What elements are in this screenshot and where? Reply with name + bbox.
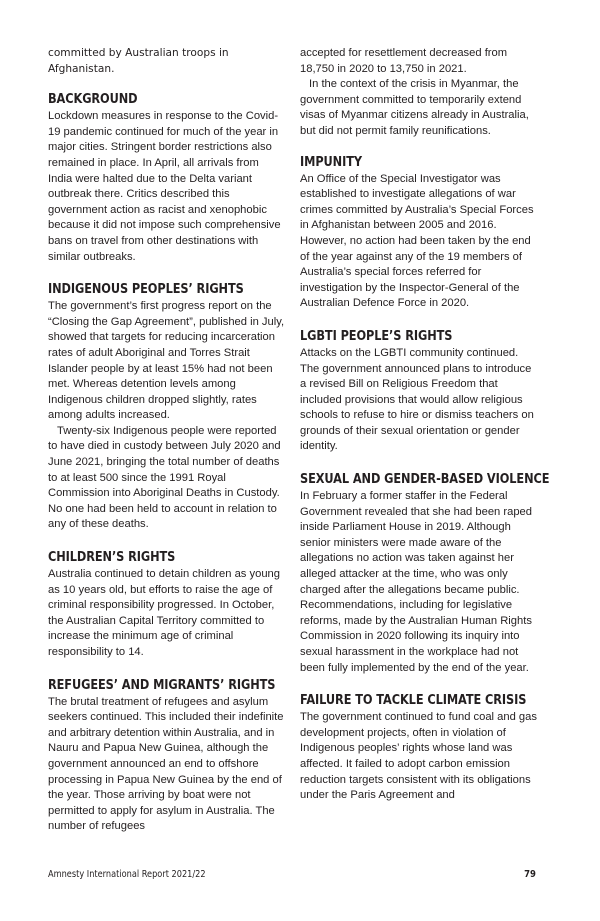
children-paragraph: Australia continued to detain children as young as 10 years old, but efforts to raise the age of criminal responsibility progressed. In October, the Australian Capital Territory committed to increase the minimum age of criminal responsibility to 14.: [48, 568, 280, 658]
heading-impunity: IMPUNITY: [300, 154, 363, 170]
background-paragraph: Lockdown measures in response to the Covid-19 pandemic continued for much of the year in major cities. Stringent border restrictions also remained in place. In April, all arrivals from India were halted due to the Delta variant outbreak there. Critics described this government action as racist and xenophobic because it did not impose such comprehensive bans on travel from other destinations with similar outbreaks.: [48, 110, 281, 263]
climate-paragraph: The government continued to fund coal and gas development projects, often in violation of Indigenous peoples’ rights whose land was affected. It failed to adopt carbon emission reduction targets consistent with its obligations under the Paris Agreement and: [300, 711, 537, 802]
refugees-paragraph: The brutal treatment of refugees and asylum seekers continued. This included their indefinite and arbitrary detention within Australia, and in Nauru and Papua New Guinea, although the government announced an end to offshore processing in Papua New Guinea by the end of the year. Those arriving by boat were not permitted to apply for asylum in Australia. The number of refugees: [48, 695, 284, 833]
heading-sexual-violence: SEXUAL AND GENDER-BASED VIOLENCE: [300, 472, 550, 488]
report-title: Amnesty International Report 2021/22: [48, 869, 206, 880]
left-column: [48, 46, 285, 835]
heading-indigenous-rights: INDIGENOUS PEOPLES’ RIGHTS: [48, 282, 244, 298]
sexual-violence-paragraph: In February a former staffer in the Federal Government revealed that she had been raped inside Parliament House in 2019. Although senior ministers were made aware of the allegations no action was taken against her alleged attacker at the time, who was only charged after the allegations became public. Recommendations, including for legislative reforms, made by the Australian Human Rights Commission in 2020 following its inquiry into sexual harassment in the workplace had not been fully implemented by the end of the year.: [300, 490, 532, 674]
lgbti-paragraph: Attacks on the LGBTI community continued. The government announced plans to introduce a revised Bill on Religious Freedom that included provisions that would allow religious schools to refuse to hire or dismiss teachers on grounds of their sexual orientation or gender identity.: [300, 346, 534, 453]
heading-climate-crisis: FAILURE TO TACKLE CLIMATE CRISIS: [300, 693, 527, 709]
indigenous-paragraph-2: Twenty-six Indigenous people were reported to have died in custody between July 2020 and June 2021, bringing the total number of deaths to at least 500 since the 1991 Royal Commission into Aboriginal Deaths in Custody. No one had been held to account in relation to any of these deaths.: [48, 424, 281, 531]
page-number: 79: [524, 869, 536, 880]
heading-childrens-rights: CHILDREN’S RIGHTS: [48, 550, 176, 566]
refugees-continued-paragraph: accepted for resettlement decreased from 18,750 in 2020 to 13,750 in 2021.: [300, 47, 508, 75]
myanmar-paragraph: In the context of the crisis in Myanmar, the government committed to temporarily extend visas of Myanmar citizens already in Australia, but did not permit family reunifications.: [300, 78, 529, 137]
heading-background: BACKGROUND: [48, 92, 138, 108]
indigenous-paragraph-1: The government’s first progress report on the “Closing the Gap Agreement”, published in July, showed that targets for reducing incarceration rates of adult Aboriginal and Torres Strait Islander people by at least 15% had not been met. Whereas detention levels among Indigenous children dropped slightly, rates among adults increased.: [48, 300, 285, 422]
heading-lgbti-rights: LGBTI PEOPLE’S RIGHTS: [300, 328, 453, 344]
impunity-paragraph: An Office of the Special Investigator was established to investigate allegations of war crimes committed by Australia’s Special Forces in Afghanistan between 2005 and 2016. However, no action had been taken by the end of the year against any of the 19 members of Australia’s special forces referred for investigation by the Inspector-General of the Australian Defence Force in 2020.: [300, 172, 534, 310]
page-footer: [48, 869, 536, 885]
right-column: [300, 46, 550, 804]
intro-text: committed by Australian troops in Afghanistan.: [48, 47, 229, 75]
heading-refugees-rights: REFUGEES’ AND MIGRANTS’ RIGHTS: [48, 677, 276, 693]
